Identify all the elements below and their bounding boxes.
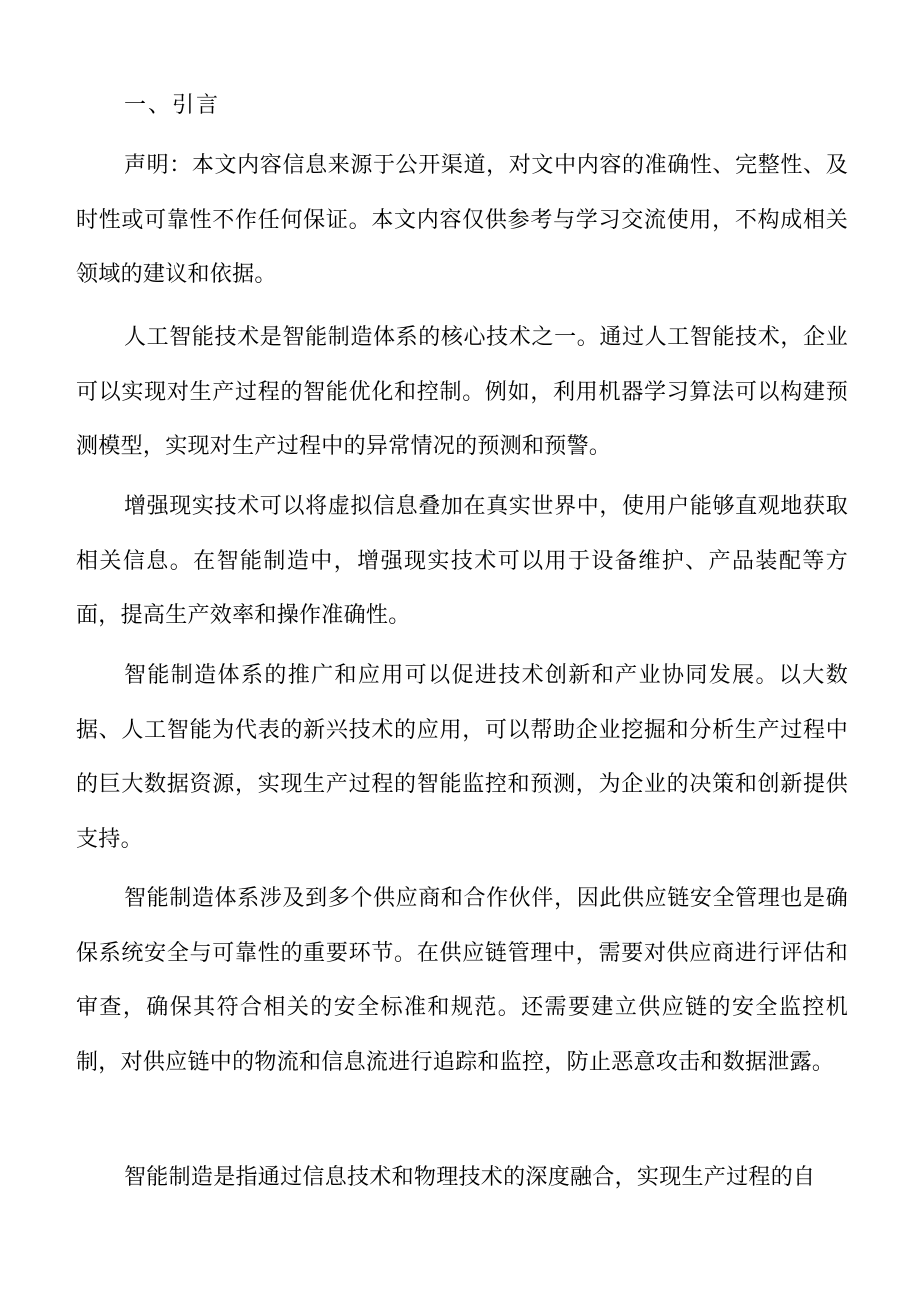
paragraph-promotion-application: 智能制造体系的推广和应用可以促进技术创新和产业协同发展。以大数据、人工智能为代表的新兴技术的应用，可以帮助企业挖掘和分析生产过程中的巨大数据资源，实现生产过程的智能监控和预测，为企业的决策和创新提供支持。 bbox=[76, 663, 848, 852]
paragraph-ai-technology: 人工智能技术是智能制造体系的核心技术之一。通过人工智能技术，企业可以实现对生产过程的智能优化和控制。例如，利用机器学习算法可以构建预测模型，实现对生产过程中的异常情况的预测和预警。 bbox=[76, 325, 848, 459]
paragraph-supply-chain-security: 智能制造体系涉及到多个供应商和合作伙伴，因此供应链安全管理也是确保系统安全与可靠性的重要环节。在供应链管理中，需要对供应商进行评估和审查，确保其符合相关的安全标准和规范。还需要建立供应链的安全监控机制，对供应链中的物流和信息流进行追踪和监控，防止恶意攻击和数据泄露。 bbox=[76, 886, 848, 1075]
paragraph-augmented-reality: 增强现实技术可以将虚拟信息叠加在真实世界中，使用户能够直观地获取相关信息。在智能制造中，增强现实技术可以用于设备维护、产品装配等方面，提高生产效率和操作准确性。 bbox=[76, 494, 848, 628]
paragraph-definition: 智能制造是指通过信息技术和物理技术的深度融合，实现生产过程的自 bbox=[124, 1165, 816, 1190]
section-heading: 一、引言 bbox=[124, 93, 221, 118]
paragraph-disclaimer: 声明：本文内容信息来源于公开渠道，对文中内容的准确性、完整性、及时性或可靠性不作任何保证。本文内容仅供参考与学习交流使用，不构成相关领域的建议和依据。 bbox=[76, 153, 848, 287]
